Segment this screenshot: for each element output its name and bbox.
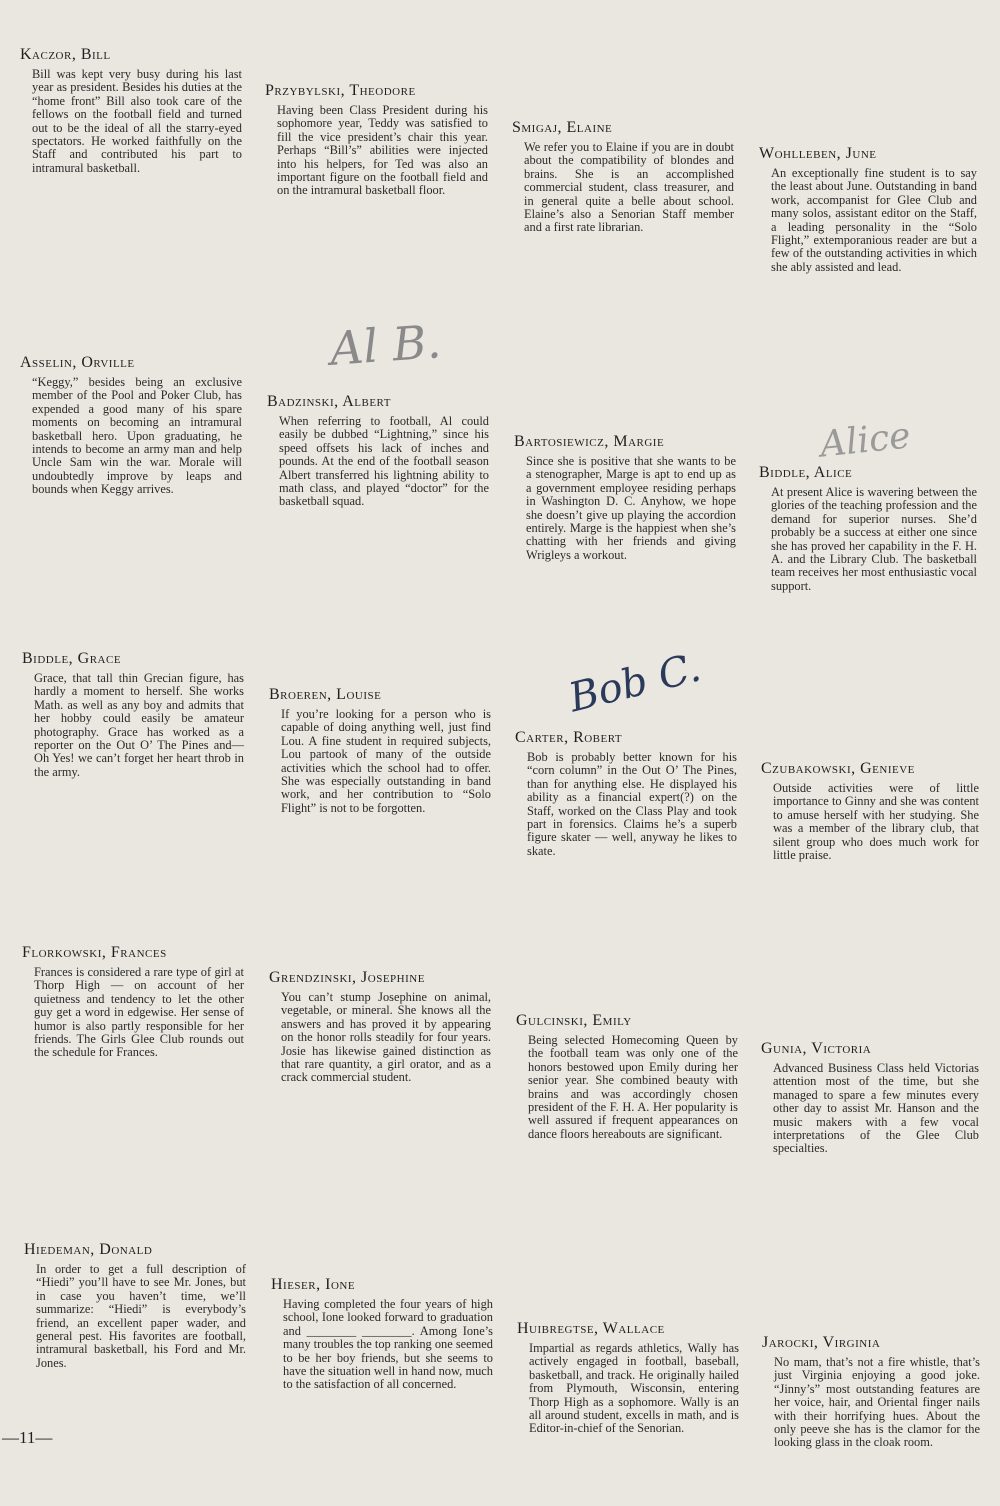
senior-description: Grace, that tall thin Grecian figure, has hardly a moment to herself. She works Math. as well as any boy and admits that her hobby could easily be amateur photography. Grace has worked as a reporter on the Out O’ The Pines and—Oh Yes! we can’t forget her heart throb in the army. [34, 671, 244, 779]
senior-entry [269, 686, 491, 815]
signature-al-b: Al B. [328, 314, 443, 376]
senior-entry [514, 433, 736, 562]
senior-description: Bob is probably better known for his “corn column” in the Out O’ The Pines, than for anything else. He displayed his ability as a financial expert(?) on the Staff, worked on the Class Play and took part in forensics. Claims he’s a superb figure skater — well, anyway he likes to skate. [527, 750, 737, 858]
senior-description: Frances is considered a rare type of girl at Thorp High — on account of her quietness and tendency to let the other guy get a word in edgewise. Her sense of humor is also partly responsible for her friends. The Girls Glee Club rounds out the schedule for Frances. [34, 965, 244, 1060]
page-number: —11— [2, 1428, 53, 1447]
senior-entry [761, 760, 979, 862]
senior-entry [271, 1276, 493, 1392]
senior-description: At present Alice is wavering between the glories of the teaching profession and the demand for superior nurses. She’d probably be a success at either one since she has proved her capability in the F. H. A. and the Library Club. The basketball team receives her most enthusiastic vocal support. [771, 485, 977, 593]
senior-name: Wohlleben, June [759, 145, 877, 162]
senior-entry [20, 46, 242, 175]
senior-entry [22, 944, 244, 1060]
senior-entry [517, 1320, 739, 1436]
senior-entry [512, 119, 734, 235]
signature-alice: Alice [818, 415, 913, 466]
senior-description: Since she is positive that she wants to be a stenographer, Marge is apt to end up as a government employee residing perhaps in Washington D. C. Anyhow, we hope she doesn’t give up playing the accordion entirely. Marge is the happiest when she’s chatting with her friends and giving Wrigleys a workout. [526, 454, 736, 562]
senior-description: An exceptionally fine student is to say the least about June. Outstanding in band work, accompanist for Glee Club and many solos, assistant editor on the Staff, a leading personality in the “Solo Flight,” extemporanious reader are but a few of the outstanding activities in which she ably assisted and lead. [771, 166, 977, 274]
senior-entry [267, 393, 489, 509]
senior-description: Having been Class President during his sophomore year, Teddy was satisfied to fill the vice president’s chair this year. Perhaps “Bill’s” abilities were injected into his helpers, for Ted was also an important figure on the football field and on the intramural basketball floor. [277, 103, 488, 198]
senior-entry [20, 354, 242, 497]
senior-name: Gunia, Victoria [761, 1040, 872, 1057]
senior-name: Czubakowski, Genieve [761, 760, 915, 777]
senior-entry [269, 969, 491, 1085]
senior-name: Jarocki, Virginia [762, 1334, 881, 1351]
senior-description: You can’t stump Josephine on animal, vegetable, or mineral. She knows all the answers and has proved it by appearing on the honor rolls steadily for four years. Josie has likewise gained distinction as that rare quantity, a girl orator, and as a crack commercial student. [281, 990, 491, 1085]
senior-entry [22, 650, 244, 779]
senior-name: Gulcinski, Emily [516, 1012, 632, 1029]
senior-description: Having completed the four years of high school, Ione looked forward to graduation and ________ ________. Among Ione’s many troubles the top ranking one seemed to be her boy friends, but she seems to have the situation well in hand now, much to the satisfaction of all concerned. [283, 1297, 493, 1392]
senior-name: Badzinski, Albert [267, 393, 391, 410]
senior-description: Advanced Business Class held Victorias attention most of the time, but she managed to spare a few minutes every other day to assist Mr. Hanson and the music makers with a few vocal interpretations of the Glee Club specialties. [773, 1061, 979, 1156]
senior-name: Grendzinski, Josephine [269, 969, 425, 986]
senior-description: Impartial as regards athletics, Wally has actively engaged in football, baseball, basketball, and track. He originally hailed from Plymouth, Wisconsin, entering Thorp High as a sophomore. Wally is an all around student, excells in math, and is Editor-in-chief of the Senorian. [529, 1341, 739, 1436]
senior-description: Being selected Homecoming Queen by the football team was only one of the honors bestowed upon Emily during her senior year. She combined beauty with brains and was accordingly chosen president of the F. H. A. Her popularity is well assured if frequent appearances on dance floors hereabouts are significant. [528, 1033, 738, 1141]
senior-entry [761, 1040, 979, 1156]
senior-name: Przybylski, Theodore [265, 82, 416, 99]
senior-description: “Keggy,” besides being an exclusive member of the Pool and Poker Club, has expended a good many of his spare moments on becoming an intramural basketball hero. Upon graduating, he intends to become an army man and help Uncle Sam win the war. Morale will undoubtedly improve by leaps and bounds when Keggy arrives. [32, 375, 242, 497]
senior-name: Carter, Robert [515, 729, 623, 746]
senior-description: If you’re looking for a person who is capable of doing anything well, just find Lou. A fine student in required subjects, Lou partook of many of the outside activities which the school had to offer. She was especially outstanding in band work, and her contribution to “Solo Flight” is not to be forgotten. [281, 707, 491, 815]
senior-entry [515, 729, 737, 858]
senior-name: Hiedeman, Donald [24, 1241, 153, 1258]
senior-entry [516, 1012, 738, 1141]
senior-entry [762, 1334, 980, 1450]
senior-entry [759, 464, 977, 593]
senior-description: When referring to football, Al could easily be dubbed “Lightning,” since his speed offsets his lack of inches and pounds. At the end of the football season Albert transferred his lightning ability to math class, and played “doctor” for the basketball squad. [279, 414, 489, 509]
senior-name: Biddle, Alice [759, 464, 853, 481]
senior-name: Huibregtse, Wallace [517, 1320, 665, 1337]
senior-description: In order to get a full description of “Hiedi” you’ll have to see Mr. Jones, but in case you haven’t time, we’ll summarize: “Hiedi” is everybody’s friend, an excellent paper wader, and general pest. His favorites are football, intramural basketball, his Ford and Mr. Jones. [36, 1262, 246, 1370]
senior-name: Smigaj, Elaine [512, 119, 613, 136]
senior-description: We refer you to Elaine if you are in doubt about the compatibility of blondes and brains. She is an accomplished commercial student, class treasurer, and in general quite a belle about school. Elaine’s also a Senorian Staff member and a first rate librarian. [524, 140, 734, 235]
senior-entry [759, 145, 977, 274]
senior-description: Bill was kept very busy during his last year as president. Besides his duties at the “home front” Bill also took care of the fellows on the football field and turned out to be the ideal of all the starry-eyed spectators. He worked faithfully on the Staff and contributed his part to intramural basketball. [32, 67, 242, 175]
senior-name: Asselin, Orville [20, 354, 135, 371]
senior-entry [265, 82, 488, 198]
senior-name: Biddle, Grace [22, 650, 122, 667]
senior-name: Broeren, Louise [269, 686, 382, 703]
signature-bob-c: Bob C. [564, 644, 706, 722]
senior-entry [24, 1241, 246, 1370]
senior-description: No mam, that’s not a fire whistle, that’s just Virginia enjoying a good joke. “Jinny’s” most outstanding features are her voice, hair, and Oriental finger nails with their horrifying hues. About the only peeve she has is the clamor for the looking glass in the cloak room. [774, 1355, 980, 1450]
senior-name: Hieser, Ione [271, 1276, 356, 1293]
senior-description: Outside activities were of little importance to Ginny and she was content to amuse herself with her studying. She was a member of the library club, that silent group who does much work for little praise. [773, 781, 979, 863]
senior-name: Florkowski, Frances [22, 944, 167, 961]
senior-name: Bartosiewicz, Margie [514, 433, 665, 450]
senior-name: Kaczor, Bill [20, 46, 111, 63]
